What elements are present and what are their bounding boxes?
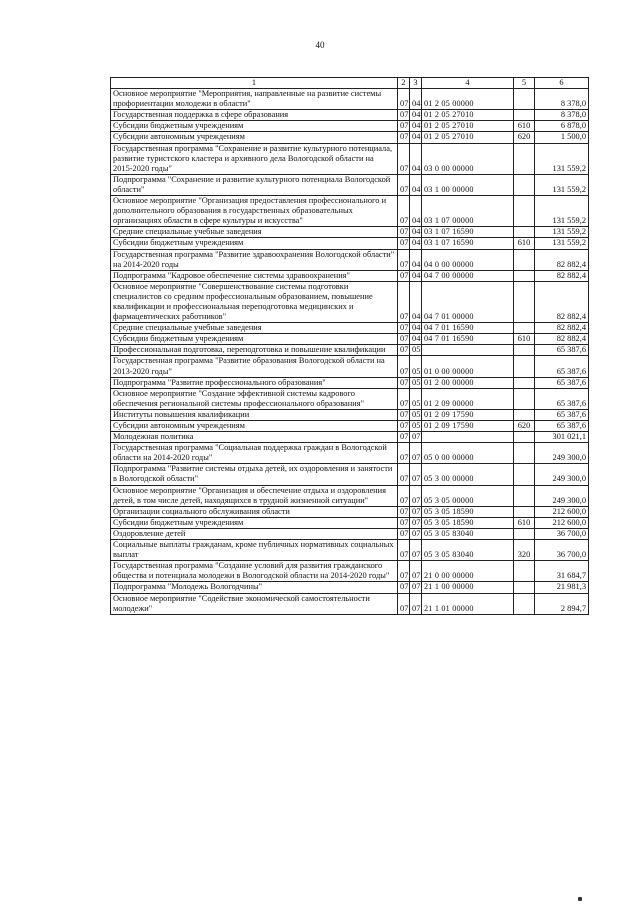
- section-code-cell: 07: [398, 377, 410, 388]
- target-article-cell: 05 3 05 00000: [422, 485, 514, 506]
- amount-cell: 82 882,4: [535, 281, 589, 322]
- amount-cell: 212 600,0: [535, 506, 589, 517]
- section-code-cell: 07: [398, 517, 410, 528]
- subsection-code-cell: 04: [410, 227, 422, 238]
- subsection-code-cell: 07: [410, 443, 422, 464]
- table-row: [111, 132, 589, 143]
- section-code-cell: 07: [398, 388, 410, 409]
- amount-cell: 301 021,1: [535, 432, 589, 443]
- subsection-code-cell: 07: [410, 561, 422, 582]
- row-name-cell: Подпрограмма "Кадровое обеспечение системы здравоохранения": [111, 270, 398, 281]
- amount-cell: 2 894,7: [535, 593, 589, 614]
- table-row: [111, 388, 589, 409]
- amount-cell: 249 300,0: [535, 485, 589, 506]
- row-name-cell: Основное мероприятие "Организация и обеспечение отдыха и оздоровления детей, в том числе детей, находящихся в трудной жизненной ситуации": [111, 485, 398, 506]
- table-row: [111, 89, 589, 110]
- subsection-code-cell: 07: [410, 464, 422, 485]
- header-col-3: 3: [410, 78, 422, 89]
- target-article-cell: 01 2 05 00000: [422, 89, 514, 110]
- target-article-cell: 03 1 00 00000: [422, 174, 514, 195]
- table-row: [111, 238, 589, 249]
- amount-cell: 8 378,0: [535, 89, 589, 110]
- subsection-code-cell: 04: [410, 143, 422, 174]
- table-row: [111, 227, 589, 238]
- row-name-cell: Основное мероприятие "Создание эффективной системы кадрового обеспечения региональной системы профессионального образования": [111, 388, 398, 409]
- table-row: [111, 464, 589, 485]
- subsection-code-cell: 04: [410, 334, 422, 345]
- expense-type-cell: [514, 377, 535, 388]
- section-code-cell: 07: [398, 345, 410, 356]
- target-article-cell: 03 1 07 16590: [422, 238, 514, 249]
- row-name-cell: Государственная программа "Социальная поддержка граждан в Вологодской области на 2014-2020 годы": [111, 443, 398, 464]
- row-name-cell: Средние специальные учебные заведения: [111, 227, 398, 238]
- table-row: [111, 528, 589, 539]
- expense-type-cell: [514, 249, 535, 270]
- header-col-5: 5: [514, 78, 535, 89]
- target-article-cell: 05 0 00 00000: [422, 443, 514, 464]
- section-code-cell: 07: [398, 227, 410, 238]
- table-row: [111, 506, 589, 517]
- row-name-cell: Подпрограмма "Развитие профессионального образования": [111, 377, 398, 388]
- table-row: [111, 517, 589, 528]
- row-name-cell: Организации социального обслуживания области: [111, 506, 398, 517]
- row-name-cell: Основное мероприятие "Содействие экономической самостоятельности молодежи": [111, 593, 398, 614]
- section-code-cell: 07: [398, 121, 410, 132]
- amount-cell: 65 387,6: [535, 421, 589, 432]
- subsection-code-cell: 04: [410, 323, 422, 334]
- target-article-cell: 01 2 05 27010: [422, 121, 514, 132]
- section-code-cell: 07: [398, 270, 410, 281]
- section-code-cell: 07: [398, 485, 410, 506]
- expense-type-cell: 610: [514, 238, 535, 249]
- expense-type-cell: [514, 593, 535, 614]
- table-row: [111, 593, 589, 614]
- section-code-cell: 07: [398, 196, 410, 227]
- amount-cell: 8 378,0: [535, 110, 589, 121]
- table-row: [111, 249, 589, 270]
- section-code-cell: 07: [398, 421, 410, 432]
- section-code-cell: 07: [398, 143, 410, 174]
- target-article-cell: 03 1 07 16590: [422, 227, 514, 238]
- header-col-1: 1: [111, 78, 398, 89]
- row-name-cell: Подпрограмма "Сохранение и развитие культурного потенциала Вологодской области": [111, 174, 398, 195]
- target-article-cell: 04 7 01 16590: [422, 334, 514, 345]
- header-col-4: 4: [422, 78, 514, 89]
- scan-mark: [578, 897, 582, 901]
- subsection-code-cell: 04: [410, 121, 422, 132]
- table-row: [111, 561, 589, 582]
- subsection-code-cell: 05: [410, 421, 422, 432]
- target-article-cell: 05 3 05 83040: [422, 528, 514, 539]
- amount-cell: 36 700,0: [535, 528, 589, 539]
- subsection-code-cell: 04: [410, 249, 422, 270]
- target-article-cell: 05 3 00 00000: [422, 464, 514, 485]
- amount-cell: 212 600,0: [535, 517, 589, 528]
- expense-type-cell: [514, 323, 535, 334]
- amount-cell: 65 387,6: [535, 356, 589, 377]
- table-row: [111, 143, 589, 174]
- table-row: [111, 345, 589, 356]
- row-name-cell: Институты повышения квалификации: [111, 409, 398, 420]
- table-row: [111, 174, 589, 195]
- table-row: [111, 409, 589, 420]
- section-code-cell: 07: [398, 334, 410, 345]
- amount-cell: 31 684,7: [535, 561, 589, 582]
- row-name-cell: Субсидии автономным учреждениям: [111, 421, 398, 432]
- table-row: [111, 196, 589, 227]
- row-name-cell: Государственная программа "Создание условий для развития гражданского общества и потенциала молодежи в Вологодской области на 2014-2020 годы": [111, 561, 398, 582]
- page-number: 40: [315, 40, 325, 50]
- row-name-cell: Социальные выплаты гражданам, кроме публичных нормативных социальных выплат: [111, 540, 398, 561]
- section-code-cell: 07: [398, 174, 410, 195]
- target-article-cell: 05 3 05 18590: [422, 517, 514, 528]
- target-article-cell: 21 0 00 00000: [422, 561, 514, 582]
- section-code-cell: 07: [398, 561, 410, 582]
- section-code-cell: 07: [398, 110, 410, 121]
- expense-type-cell: 610: [514, 121, 535, 132]
- row-name-cell: Подпрограмма "Молодежь Вологодчины": [111, 582, 398, 593]
- amount-cell: 36 700,0: [535, 540, 589, 561]
- expense-type-cell: [514, 506, 535, 517]
- section-code-cell: 07: [398, 238, 410, 249]
- row-name-cell: Субсидии бюджетным учреждениям: [111, 334, 398, 345]
- subsection-code-cell: 05: [410, 345, 422, 356]
- table-row: [111, 121, 589, 132]
- subsection-code-cell: 04: [410, 270, 422, 281]
- section-code-cell: 07: [398, 249, 410, 270]
- target-article-cell: 21 1 00 00000: [422, 582, 514, 593]
- target-article-cell: 01 2 09 00000: [422, 388, 514, 409]
- row-name-cell: Профессиональная подготовка, переподготовка и повышение квалификации: [111, 345, 398, 356]
- subsection-code-cell: 07: [410, 593, 422, 614]
- expense-type-cell: [514, 388, 535, 409]
- target-article-cell: 05 3 05 83040: [422, 540, 514, 561]
- amount-cell: 65 387,6: [535, 409, 589, 420]
- header-col-2: 2: [398, 78, 410, 89]
- expense-type-cell: [514, 356, 535, 377]
- row-name-cell: Субсидии бюджетным учреждениям: [111, 121, 398, 132]
- section-code-cell: 07: [398, 356, 410, 377]
- amount-cell: 1 500,0: [535, 132, 589, 143]
- subsection-code-cell: 04: [410, 174, 422, 195]
- target-article-cell: 01 2 09 17590: [422, 409, 514, 420]
- amount-cell: 82 882,4: [535, 270, 589, 281]
- row-name-cell: Государственная программа "Развитие образования Вологодской области на 2013-2020 годы": [111, 356, 398, 377]
- amount-cell: 249 300,0: [535, 464, 589, 485]
- subsection-code-cell: 07: [410, 517, 422, 528]
- target-article-cell: 04 7 00 00000: [422, 270, 514, 281]
- expense-type-cell: [514, 270, 535, 281]
- row-name-cell: Основное мероприятие "Совершенствование системы подготовки специалистов со средним профессиональным образованием, повышение квалификации и профессиональная переподготовка медицинских и фармацевтических работников": [111, 281, 398, 322]
- table-row: [111, 421, 589, 432]
- section-code-cell: 07: [398, 432, 410, 443]
- expense-type-cell: [514, 582, 535, 593]
- row-name-cell: Государственная программа "Сохранение и развитие культурного потенциала, развитие туристского кластера и архивного дела Вологодской области на 2015-2020 годы": [111, 143, 398, 174]
- table-row: [111, 281, 589, 322]
- subsection-code-cell: 04: [410, 196, 422, 227]
- subsection-code-cell: 05: [410, 377, 422, 388]
- row-name-cell: Основное мероприятие "Организация предоставления профессионального и дополнительного образования в государственных образовательных организациях области в сфере культуры и искусства": [111, 196, 398, 227]
- expense-type-cell: [514, 443, 535, 464]
- section-code-cell: 07: [398, 409, 410, 420]
- amount-cell: 82 882,4: [535, 249, 589, 270]
- subsection-code-cell: 07: [410, 528, 422, 539]
- section-code-cell: 07: [398, 323, 410, 334]
- row-name-cell: Оздоровление детей: [111, 528, 398, 539]
- amount-cell: 65 387,6: [535, 388, 589, 409]
- row-name-cell: Субсидии бюджетным учреждениям: [111, 238, 398, 249]
- expense-type-cell: [514, 227, 535, 238]
- target-article-cell: 01 2 05 27010: [422, 110, 514, 121]
- row-name-cell: Средние специальные учебные заведения: [111, 323, 398, 334]
- expense-type-cell: [514, 281, 535, 322]
- budget-table: [110, 77, 589, 615]
- amount-cell: 65 387,6: [535, 345, 589, 356]
- table-row: [111, 356, 589, 377]
- table-row: [111, 377, 589, 388]
- subsection-code-cell: 07: [410, 506, 422, 517]
- subsection-code-cell: 05: [410, 388, 422, 409]
- section-code-cell: 07: [398, 528, 410, 539]
- expense-type-cell: [514, 485, 535, 506]
- subsection-code-cell: 05: [410, 356, 422, 377]
- target-article-cell: 01 2 09 17590: [422, 421, 514, 432]
- subsection-code-cell: 07: [410, 582, 422, 593]
- subsection-code-cell: 07: [410, 485, 422, 506]
- target-article-cell: 21 1 01 00000: [422, 593, 514, 614]
- expense-type-cell: [514, 464, 535, 485]
- target-article-cell: 04 7 01 16590: [422, 323, 514, 334]
- expense-type-cell: [514, 561, 535, 582]
- target-article-cell: 04 0 00 00000: [422, 249, 514, 270]
- section-code-cell: 07: [398, 443, 410, 464]
- subsection-code-cell: 04: [410, 110, 422, 121]
- amount-cell: 82 882,4: [535, 323, 589, 334]
- expense-type-cell: [514, 528, 535, 539]
- table-row: [111, 334, 589, 345]
- subsection-code-cell: 04: [410, 89, 422, 110]
- table-row: [111, 110, 589, 121]
- table-row: [111, 540, 589, 561]
- expense-type-cell: [514, 143, 535, 174]
- table-row: [111, 443, 589, 464]
- row-name-cell: Государственная поддержка в сфере образования: [111, 110, 398, 121]
- expense-type-cell: [514, 432, 535, 443]
- amount-cell: 131 559,2: [535, 196, 589, 227]
- section-code-cell: 07: [398, 464, 410, 485]
- section-code-cell: 07: [398, 281, 410, 322]
- section-code-cell: 07: [398, 506, 410, 517]
- amount-cell: 21 981,3: [535, 582, 589, 593]
- expense-type-cell: [514, 110, 535, 121]
- amount-cell: 131 559,2: [535, 143, 589, 174]
- expense-type-cell: [514, 89, 535, 110]
- expense-type-cell: 620: [514, 421, 535, 432]
- expense-type-cell: 320: [514, 540, 535, 561]
- target-article-cell: 03 0 00 00000: [422, 143, 514, 174]
- amount-cell: 131 559,2: [535, 227, 589, 238]
- section-code-cell: 07: [398, 540, 410, 561]
- table-row: [111, 582, 589, 593]
- expense-type-cell: [514, 174, 535, 195]
- expense-type-cell: 610: [514, 334, 535, 345]
- header-col-6: 6: [535, 78, 589, 89]
- row-name-cell: Субсидии автономным учреждениям: [111, 132, 398, 143]
- subsection-code-cell: 07: [410, 540, 422, 561]
- row-name-cell: Субсидии бюджетным учреждениям: [111, 517, 398, 528]
- amount-cell: 131 559,2: [535, 174, 589, 195]
- section-code-cell: 07: [398, 582, 410, 593]
- expense-type-cell: [514, 409, 535, 420]
- row-name-cell: Основное мероприятие "Мероприятия, направленные на развитие системы профориентации молодежи в области": [111, 89, 398, 110]
- row-name-cell: Молодежная политика: [111, 432, 398, 443]
- target-article-cell: 01 2 05 27010: [422, 132, 514, 143]
- target-article-cell: 01 2 00 00000: [422, 377, 514, 388]
- subsection-code-cell: 04: [410, 132, 422, 143]
- section-code-cell: 07: [398, 593, 410, 614]
- subsection-code-cell: 05: [410, 409, 422, 420]
- row-name-cell: Государственная программа "Развитие здравоохранения Вологодской области" на 2014-2020 годы: [111, 249, 398, 270]
- target-article-cell: 03 1 07 00000: [422, 196, 514, 227]
- amount-cell: 6 878,0: [535, 121, 589, 132]
- target-article-cell: [422, 432, 514, 443]
- target-article-cell: 05 3 05 18590: [422, 506, 514, 517]
- expense-type-cell: 620: [514, 132, 535, 143]
- target-article-cell: 04 7 01 00000: [422, 281, 514, 322]
- subsection-code-cell: 04: [410, 238, 422, 249]
- section-code-cell: 07: [398, 132, 410, 143]
- amount-cell: 65 387,6: [535, 377, 589, 388]
- target-article-cell: [422, 345, 514, 356]
- amount-cell: 131 559,2: [535, 238, 589, 249]
- table-header-row: [111, 78, 589, 89]
- subsection-code-cell: 07: [410, 432, 422, 443]
- table-row: [111, 270, 589, 281]
- expense-type-cell: [514, 196, 535, 227]
- section-code-cell: 07: [398, 89, 410, 110]
- table-row: [111, 485, 589, 506]
- table-row: [111, 323, 589, 334]
- amount-cell: 82 882,4: [535, 334, 589, 345]
- amount-cell: 249 300,0: [535, 443, 589, 464]
- table-row: [111, 432, 589, 443]
- target-article-cell: 01 0 00 00000: [422, 356, 514, 377]
- expense-type-cell: 610: [514, 517, 535, 528]
- subsection-code-cell: 04: [410, 281, 422, 322]
- row-name-cell: Подпрограмма "Развитие системы отдыха детей, их оздоровления и занятости в Вологодской области": [111, 464, 398, 485]
- expense-type-cell: [514, 345, 535, 356]
